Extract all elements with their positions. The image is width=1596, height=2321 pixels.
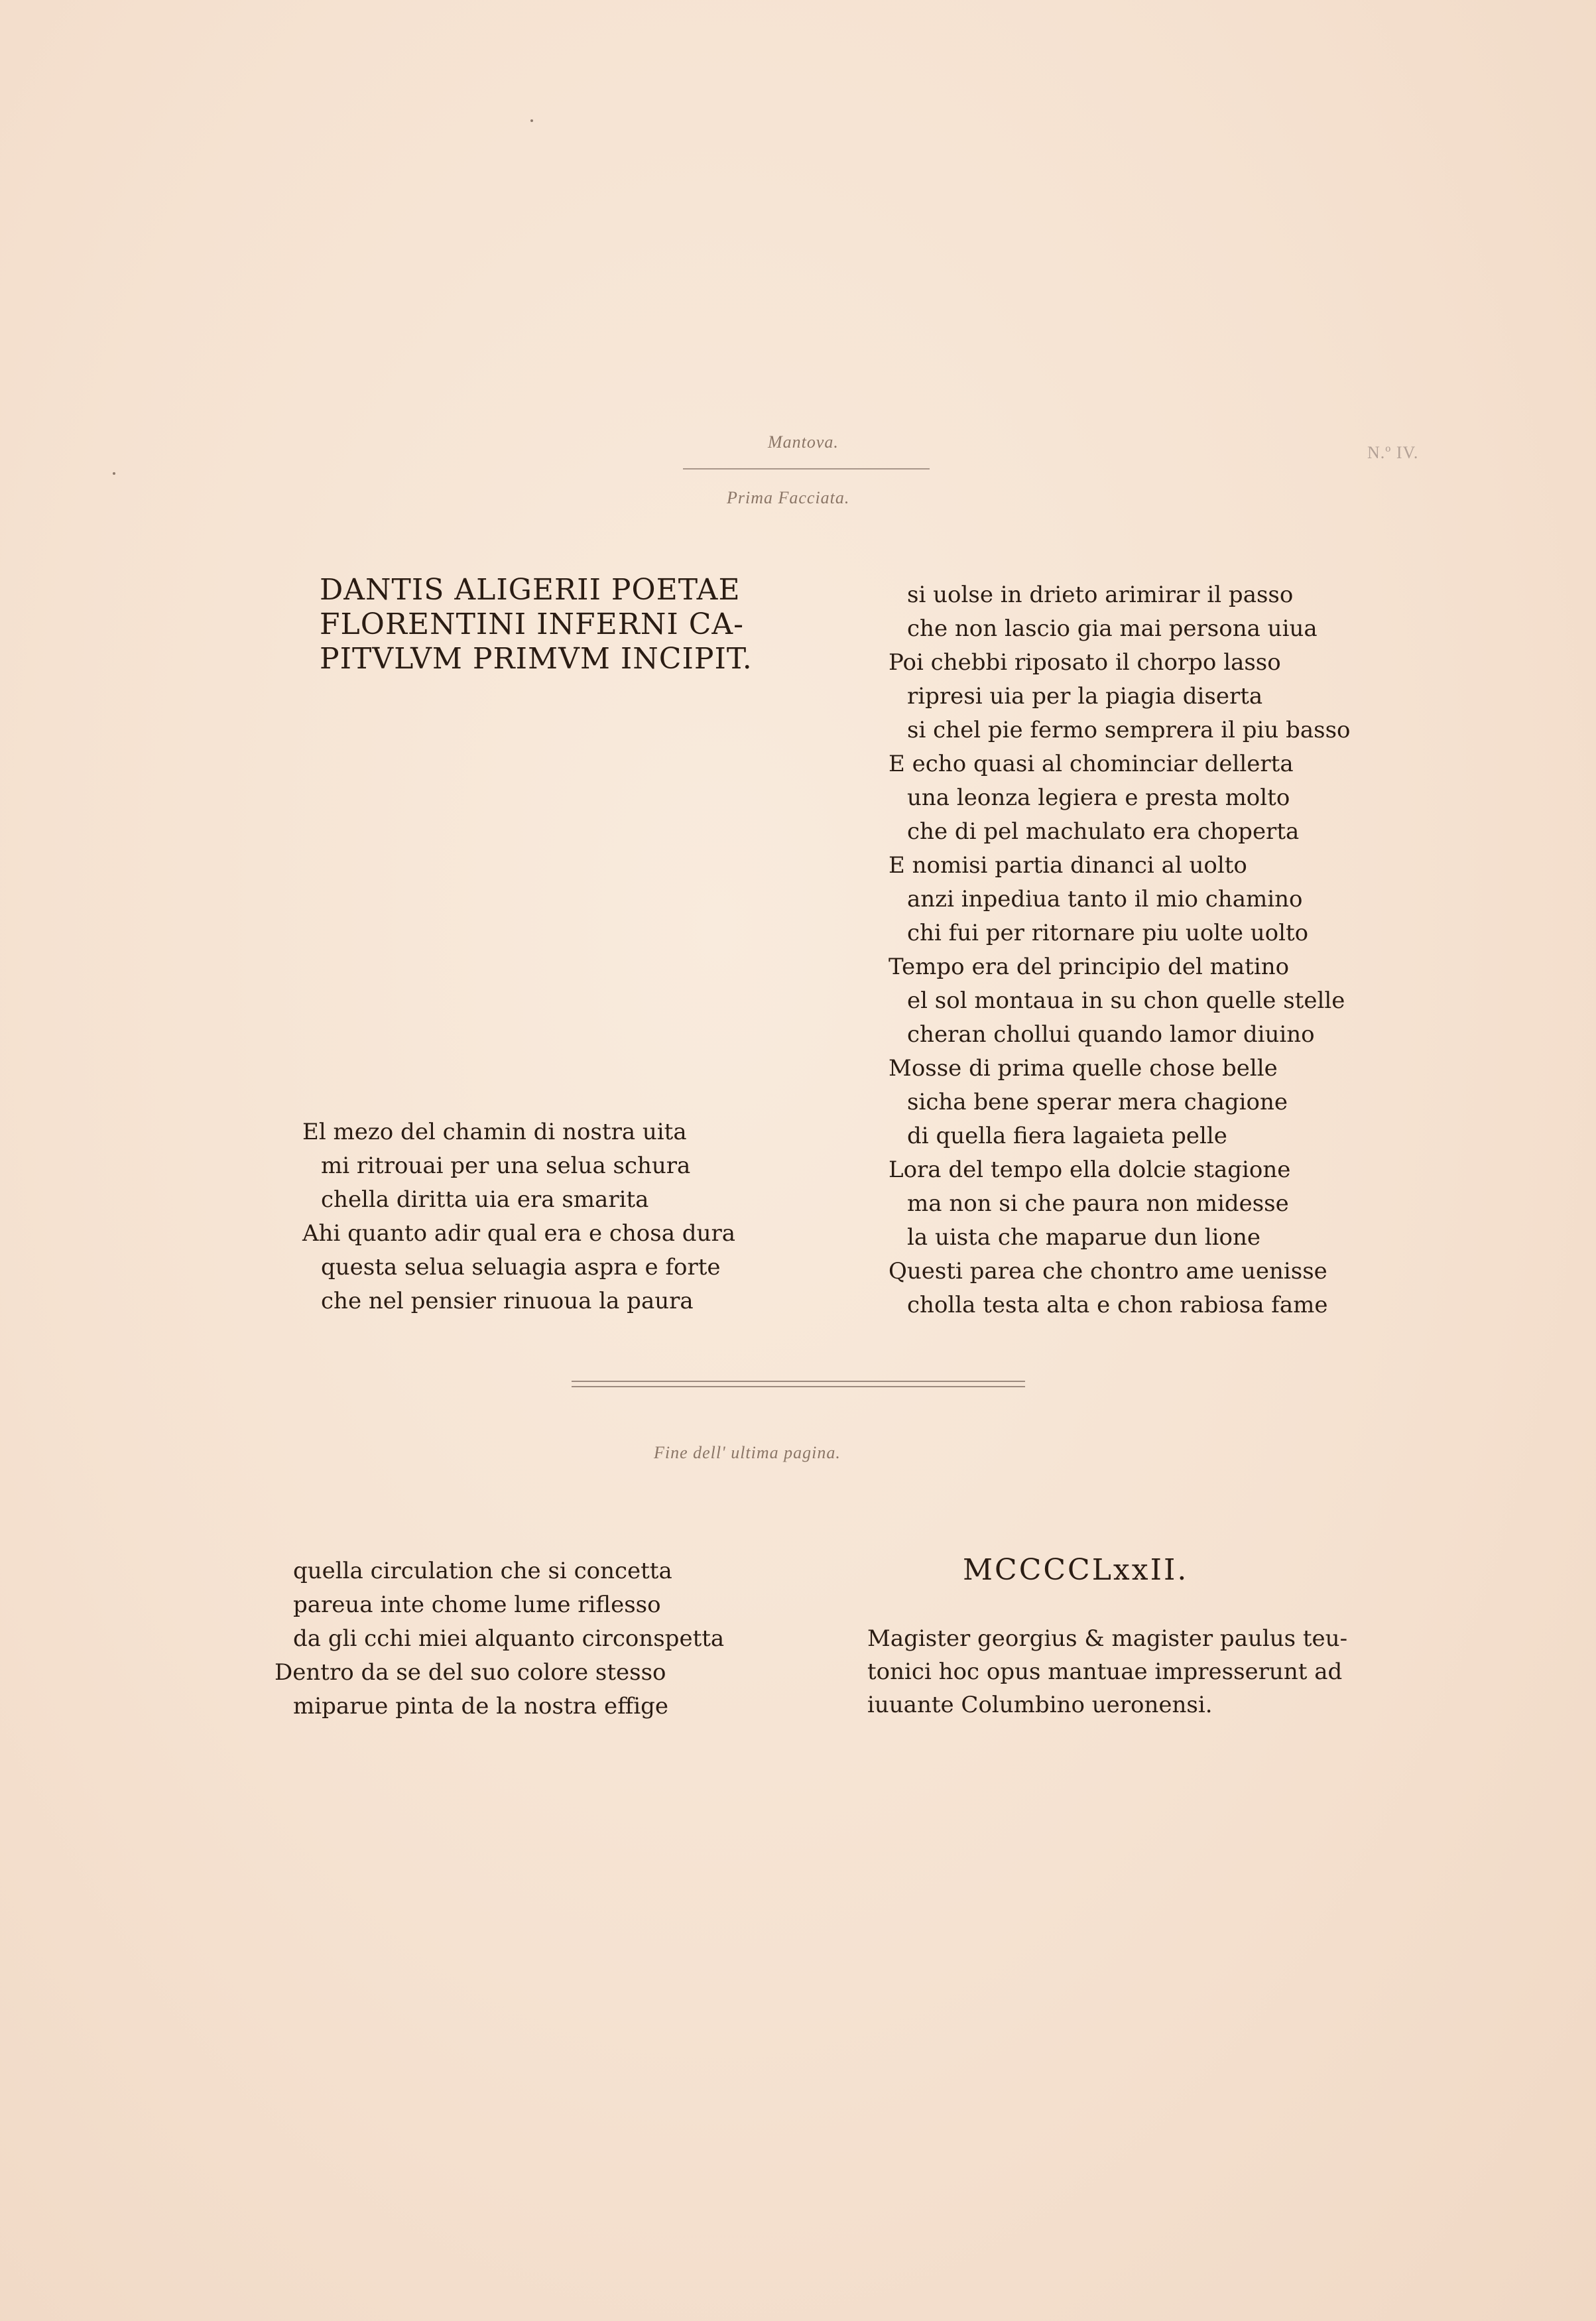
verse-line: Dentro da se del suo colore stesso xyxy=(275,1659,666,1686)
verse-line: la uista che maparue dun lione xyxy=(907,1224,1261,1251)
verse-line: che di pel machulato era choperta xyxy=(907,818,1300,845)
footer-caption: Fine dell' ultima pagina. xyxy=(654,1443,841,1462)
verse-line: Lora del tempo ella dolcie stagione xyxy=(889,1157,1291,1183)
section-divider xyxy=(572,1381,1025,1387)
last-page-verse-block xyxy=(275,1554,724,1724)
verse-line: sicha bene sperar mera chagione xyxy=(907,1089,1288,1115)
verse-line: ripresi uia per la piagia diserta xyxy=(907,683,1263,710)
place-label: Mantova. xyxy=(768,432,839,452)
verse-line: E echo quasi al chominciar dellerta xyxy=(889,751,1294,777)
colophon xyxy=(867,1622,1347,1722)
paper-speck xyxy=(530,119,533,122)
incipit-title xyxy=(320,573,753,676)
verse-line: si chel pie fermo semprera il piu basso xyxy=(907,717,1351,743)
incipit-line: FLORENTINI INFERNI CA- xyxy=(320,607,744,641)
verse-line: si uolse in drieto arimirar il passo xyxy=(907,582,1294,608)
verse-line: da gli cchi miei alquanto circonspetta xyxy=(293,1625,725,1652)
verse-line: anzi inpediua tanto il mio chamino xyxy=(907,886,1303,912)
incipit-line: DANTIS ALIGERII POETAE xyxy=(320,573,741,607)
verse-line: mi ritrouai per una selua schura xyxy=(321,1153,691,1179)
colophon-line: Magister georgius & magister paulus teu- xyxy=(867,1625,1348,1652)
verse-line: cholla testa alta e chon rabiosa fame xyxy=(907,1292,1328,1318)
verse-line: Tempo era del principio del matino xyxy=(889,954,1290,980)
verse-line: el sol montaua in su chon quelle stelle xyxy=(907,987,1345,1014)
verse-line: E nomisi partia dinanci al uolto xyxy=(889,852,1247,879)
left-verse-block xyxy=(302,1115,735,1318)
colophon-line: tonici hoc opus mantuae impresserunt ad xyxy=(867,1659,1343,1685)
header-rule xyxy=(683,468,930,470)
verse-line: El mezo del chamin di nostra uita xyxy=(302,1119,687,1145)
verse-line: Questi parea che chontro ame uenisse xyxy=(889,1258,1327,1285)
verse-line: Ahi quanto adir qual era e chosa dura xyxy=(302,1220,735,1247)
verse-line: Poi chebbi riposato il chorpo lasso xyxy=(889,649,1281,676)
section-label: Prima Facciata. xyxy=(727,488,850,507)
verse-line: di quella fiera lagaieta pelle xyxy=(907,1123,1227,1149)
verse-line: ma non si che paura non midesse xyxy=(907,1190,1289,1217)
incipit-line: PITVLVM PRIMVM INCIPIT. xyxy=(320,642,753,676)
verse-line: quella circulation che si concetta xyxy=(293,1558,672,1584)
plate-number: N.º IV. xyxy=(1367,443,1419,462)
verse-line: che non lascio gia mai persona uiua xyxy=(907,615,1318,642)
verse-line: questa selua seluagia aspra e forte xyxy=(321,1254,721,1281)
verse-line: una leonza legiera e presta molto xyxy=(907,784,1290,811)
verse-line: che nel pensier rinuoua la paura xyxy=(321,1288,694,1314)
imprint-date: MCCCCLxxII. xyxy=(963,1553,1189,1587)
verse-line: Mosse di prima quelle chose belle xyxy=(889,1055,1278,1082)
verse-line: miparue pinta de la nostra effige xyxy=(293,1693,668,1720)
colophon-line: iuuante Columbino ueronensi. xyxy=(867,1692,1213,1718)
verse-line: pareua inte chome lume riflesso xyxy=(293,1592,661,1618)
paper-speck xyxy=(113,472,115,475)
verse-line: chella diritta uia era smarita xyxy=(321,1186,649,1213)
right-verse-block xyxy=(889,578,1351,1322)
verse-line: cheran chollui quando lamor diuino xyxy=(907,1021,1315,1048)
verse-line: chi fui per ritornare piu uolte uolto xyxy=(907,920,1309,946)
